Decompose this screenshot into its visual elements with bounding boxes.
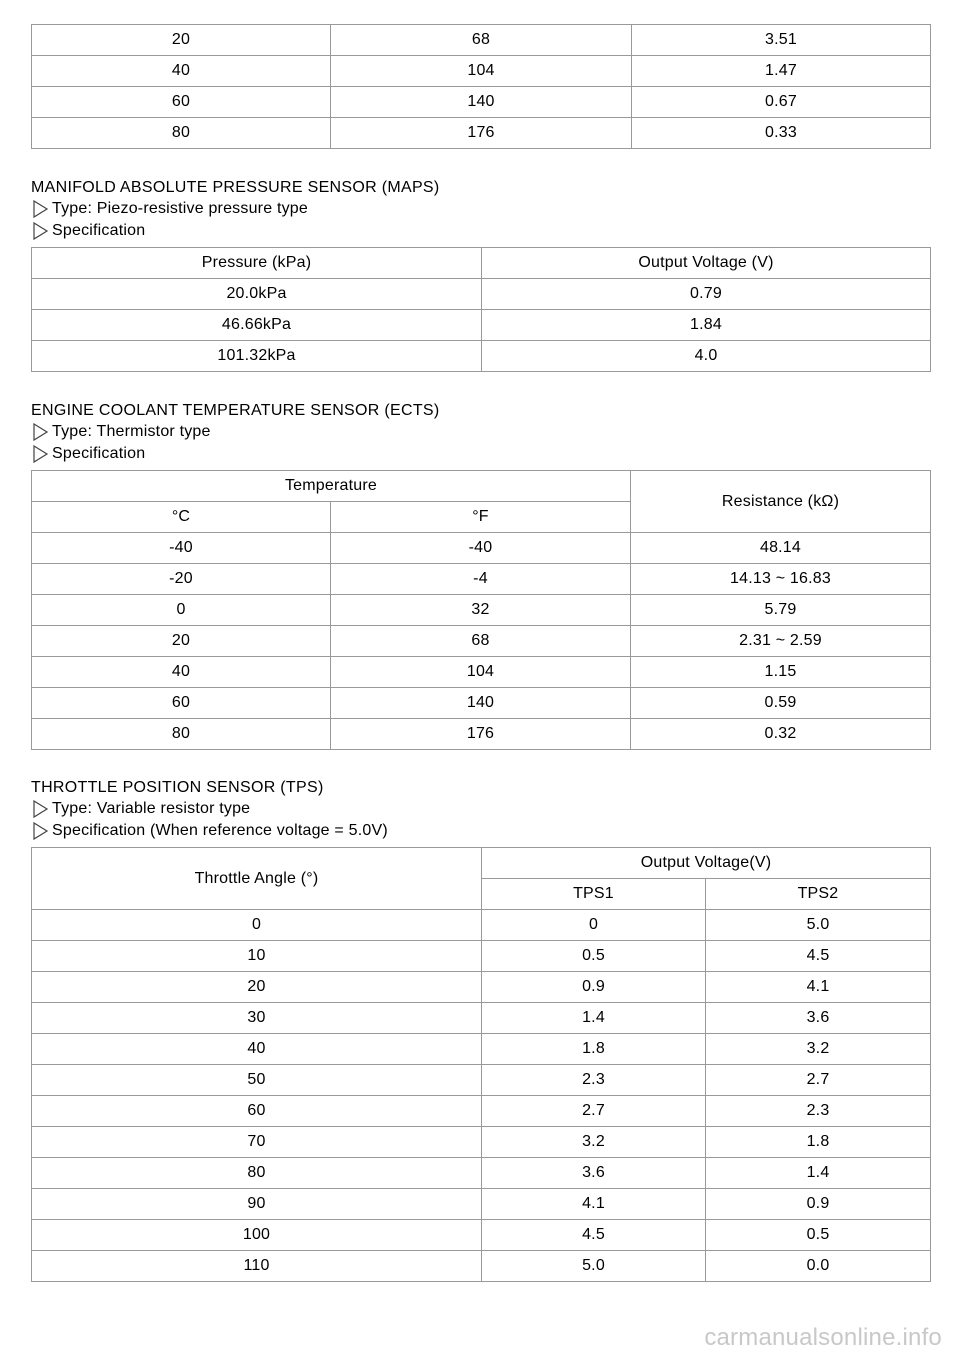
- table-cell: 1.4: [482, 1003, 706, 1034]
- triangle-bullet-icon: [31, 199, 51, 219]
- table-row: [32, 1127, 931, 1158]
- ects-spec-table: [31, 470, 931, 750]
- table-cell: 1.84: [482, 310, 931, 341]
- table-cell: 40: [32, 1034, 482, 1065]
- table-cell: 60: [32, 87, 331, 118]
- table-cell: 101.32kPa: [32, 341, 482, 372]
- table-cell: 0.9: [706, 1189, 931, 1220]
- table-cell: 1.4: [706, 1158, 931, 1189]
- table-cell: 80: [32, 1158, 482, 1189]
- table-cell: 46.66kPa: [32, 310, 482, 341]
- tps-section-title: THROTTLE POSITION SENSOR (TPS): [31, 779, 324, 796]
- table-cell: 104: [331, 56, 632, 87]
- ects-spec-bullet: [31, 444, 145, 464]
- table-row: [32, 1065, 931, 1096]
- table-cell: 3.51: [632, 25, 931, 56]
- table-cell: 4.5: [706, 941, 931, 972]
- table-row: [32, 310, 931, 341]
- triangle-bullet-icon: [31, 221, 51, 241]
- table-row: [32, 941, 931, 972]
- table-row: [32, 657, 931, 688]
- column-header: Output Voltage (V): [482, 248, 931, 279]
- throttle-angle-header: Throttle Angle (°): [32, 848, 482, 910]
- table-cell: 80: [32, 719, 331, 750]
- table-cell: 5.79: [631, 595, 931, 626]
- table-row: [32, 719, 931, 750]
- tps2-header: TPS2: [706, 879, 931, 910]
- table-cell: 0.0: [706, 1251, 931, 1282]
- table-cell: 4.1: [482, 1189, 706, 1220]
- table-cell: 20.0kPa: [32, 279, 482, 310]
- table-row: [32, 533, 931, 564]
- table-row: [32, 1034, 931, 1065]
- table-cell: 32: [331, 595, 631, 626]
- table-cell: -40: [331, 533, 631, 564]
- table-cell: 0.32: [631, 719, 931, 750]
- table-row: [32, 688, 931, 719]
- table-cell: 0.33: [632, 118, 931, 149]
- table-row: [32, 118, 931, 149]
- table-row: [32, 972, 931, 1003]
- maps-spec-bullet: [31, 221, 145, 241]
- table-cell: 4.0: [482, 341, 931, 372]
- table-cell: 20: [32, 25, 331, 56]
- table-row: [32, 1251, 931, 1282]
- table-cell: 20: [32, 626, 331, 657]
- table-cell: 2.3: [482, 1065, 706, 1096]
- column-header: Pressure (kPa): [32, 248, 482, 279]
- triangle-bullet-icon: [31, 444, 51, 464]
- table-row: [32, 564, 931, 595]
- table-cell: 68: [331, 25, 632, 56]
- table-cell: 20: [32, 972, 482, 1003]
- table-row: [32, 25, 931, 56]
- tps-spec-table: [31, 847, 931, 1282]
- table-row: [32, 87, 931, 118]
- table-cell: -20: [32, 564, 331, 595]
- table-row: [32, 1096, 931, 1127]
- maps-section-title: MANIFOLD ABSOLUTE PRESSURE SENSOR (MAPS): [31, 179, 440, 196]
- table-cell: 40: [32, 56, 331, 87]
- table-cell: 90: [32, 1189, 482, 1220]
- table-cell: 48.14: [631, 533, 931, 564]
- table-cell: 0: [32, 595, 331, 626]
- table-cell: 70: [32, 1127, 482, 1158]
- table-cell: 104: [331, 657, 631, 688]
- bullet-text: Specification: [52, 222, 146, 239]
- table-cell: 4.5: [482, 1220, 706, 1251]
- table-header-row: [32, 848, 931, 879]
- table-cell: 1.47: [632, 56, 931, 87]
- table-row: [32, 595, 931, 626]
- table-cell: 0.67: [632, 87, 931, 118]
- table-row: [32, 341, 931, 372]
- table-cell: 176: [331, 719, 631, 750]
- table-cell: 30: [32, 1003, 482, 1034]
- tps-spec-bullet: [31, 821, 388, 841]
- table-cell: 60: [32, 1096, 482, 1127]
- table-row: [32, 1158, 931, 1189]
- table-header-row: [32, 471, 931, 502]
- table-cell: 2.31 ~ 2.59: [631, 626, 931, 657]
- triangle-bullet-icon: [31, 422, 51, 442]
- ects-section-title: ENGINE COOLANT TEMPERATURE SENSOR (ECTS): [31, 402, 440, 419]
- table-cell: 3.2: [706, 1034, 931, 1065]
- table-cell: 0.9: [482, 972, 706, 1003]
- table-cell: 2.3: [706, 1096, 931, 1127]
- triangle-bullet-icon: [31, 799, 51, 819]
- table-cell: 80: [32, 118, 331, 149]
- table-cell: 1.15: [631, 657, 931, 688]
- table-cell: 40: [32, 657, 331, 688]
- table-cell: 100: [32, 1220, 482, 1251]
- maps-type-bullet: [31, 199, 308, 219]
- temperature-header: Temperature: [32, 471, 631, 502]
- tps1-header: TPS1: [482, 879, 706, 910]
- table-header-row: [32, 248, 931, 279]
- temperature-continuation-table: [31, 24, 931, 149]
- table-cell: 3.6: [482, 1158, 706, 1189]
- table-cell: 2.7: [706, 1065, 931, 1096]
- table-cell: 140: [331, 87, 632, 118]
- bullet-text: Specification: [52, 445, 146, 462]
- table-cell: 4.1: [706, 972, 931, 1003]
- bullet-text: Type: Variable resistor type: [52, 800, 251, 817]
- triangle-bullet-icon: [31, 821, 51, 841]
- output-voltage-header: Output Voltage(V): [482, 848, 931, 879]
- table-cell: 0.59: [631, 688, 931, 719]
- table-cell: 0.5: [482, 941, 706, 972]
- resistance-header: Resistance (kΩ): [631, 471, 931, 533]
- table-cell: 14.13 ~ 16.83: [631, 564, 931, 595]
- table-row: [32, 1189, 931, 1220]
- table-cell: 1.8: [706, 1127, 931, 1158]
- table-cell: 2.7: [482, 1096, 706, 1127]
- table-cell: 0.79: [482, 279, 931, 310]
- table-cell: 1.8: [482, 1034, 706, 1065]
- table-cell: 0: [32, 910, 482, 941]
- bullet-text: Type: Piezo-resistive pressure type: [52, 200, 308, 217]
- table-cell: -4: [331, 564, 631, 595]
- table-cell: 60: [32, 688, 331, 719]
- table-cell: 10: [32, 941, 482, 972]
- table-row: [32, 626, 931, 657]
- table-row: [32, 1220, 931, 1251]
- table-cell: 140: [331, 688, 631, 719]
- table-cell: 3.6: [706, 1003, 931, 1034]
- table-row: [32, 56, 931, 87]
- table-cell: 5.0: [482, 1251, 706, 1282]
- fahrenheit-header: °F: [331, 502, 631, 533]
- table-cell: 50: [32, 1065, 482, 1096]
- table-cell: 0.5: [706, 1220, 931, 1251]
- celsius-header: °C: [32, 502, 331, 533]
- table-cell: 68: [331, 626, 631, 657]
- table-row: [32, 279, 931, 310]
- table-cell: -40: [32, 533, 331, 564]
- maps-spec-table: [31, 247, 931, 372]
- table-cell: 5.0: [706, 910, 931, 941]
- table-cell: 0: [482, 910, 706, 941]
- bullet-text: Type: Thermistor type: [52, 423, 211, 440]
- table-cell: 3.2: [482, 1127, 706, 1158]
- table-row: [32, 1003, 931, 1034]
- table-cell: 176: [331, 118, 632, 149]
- watermark: carmanualsonline.info: [704, 1324, 942, 1351]
- table-cell: 110: [32, 1251, 482, 1282]
- tps-type-bullet: [31, 799, 250, 819]
- bullet-text: Specification (When reference voltage = 5.0V): [52, 822, 388, 839]
- table-row: [32, 910, 931, 941]
- ects-type-bullet: [31, 422, 211, 442]
